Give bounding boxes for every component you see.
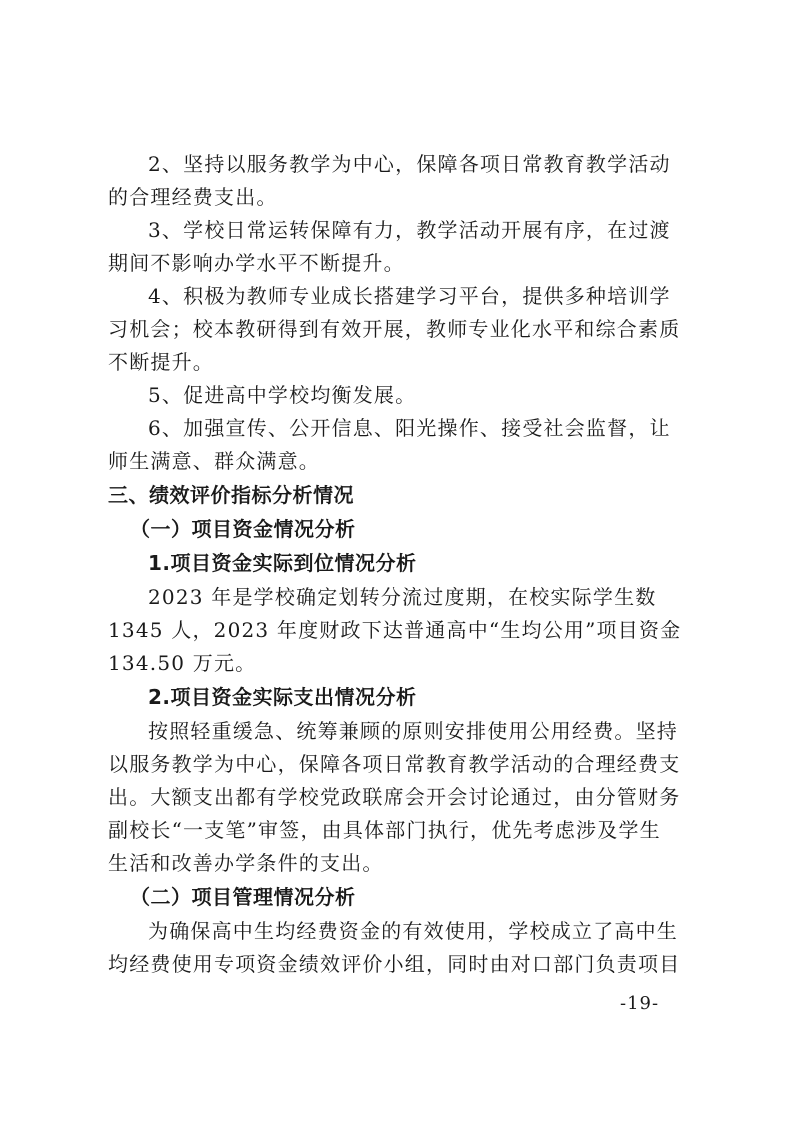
paragraph-line: 6、加强宣传、公开信息、阳光操作、接受社会监督，让 [148, 416, 671, 440]
line-tail-text: ，在校实际学生数 [486, 585, 657, 609]
paragraph-line: 2、坚持以服务教学为中心，保障各项日常教育教学活动 [148, 152, 671, 176]
section-heading: 三、绩效评价指标分析情况 [108, 483, 354, 507]
sub-subsection-heading: 1.项目资金实际到位情况分析 [148, 551, 417, 575]
paragraph-line: 4、积极为教师专业成长搭建学习平台，提供多种培训学 [148, 284, 671, 308]
emphasized-text: 年是学校确定划转分流过度期 [203, 585, 487, 609]
page-number: -19- [620, 993, 660, 1014]
paragraph-line: 3、学校日常运转保障有力，教学活动开展有序，在过渡 [148, 218, 671, 242]
paragraph-line: 副校长“一支笔”审签，由具体部门执行，优先考虑涉及学生 [108, 818, 661, 842]
paragraph-line: 以服务教学为中心，保障各项日常教育教学活动的合理经费支 [108, 752, 681, 776]
paragraph-line: 1345 人，2023 年度财政下达普通高中“生均公用”项目资金 [108, 618, 682, 642]
sub-subsection-heading: 2.项目资金实际支出情况分析 [148, 685, 417, 709]
paragraph-line: 出。大额支出都有学校党政联席会开会讨论通过，由分管财务 [108, 785, 681, 809]
paragraph-line: 134.50 万元。 [108, 651, 257, 675]
paragraph-line: 习机会；校本教研得到有效开展，教师专业化水平和综合素质 [108, 317, 681, 341]
paragraph-line: 均经费使用专项资金绩效评价小组，同时由对口部门负责项目 [108, 952, 681, 976]
paragraph-line [148, 581, 656, 613]
paragraph-line: 期间不影响办学水平不断提升。 [108, 251, 405, 275]
subsection-heading: （二）项目管理情况分析 [130, 885, 356, 909]
paragraph-line: 师生满意、群众满意。 [108, 449, 320, 473]
year-text: 2023 [148, 585, 204, 609]
paragraph-line: 生活和改善办学条件的支出。 [108, 851, 384, 875]
paragraph-line: 为确保高中生均经费资金的有效使用，学校成立了高中生 [148, 919, 678, 943]
paragraph-line: 5、促进高中学校均衡发展。 [148, 383, 417, 407]
paragraph-line: 的合理经费支出。 [108, 185, 278, 209]
paragraph-line: 不断提升。 [108, 350, 214, 374]
subsection-heading: （一）项目资金情况分析 [130, 517, 356, 541]
paragraph-line: 按照轻重缓急、统筹兼顾的原则安排使用公用经费。坚持 [148, 719, 678, 743]
